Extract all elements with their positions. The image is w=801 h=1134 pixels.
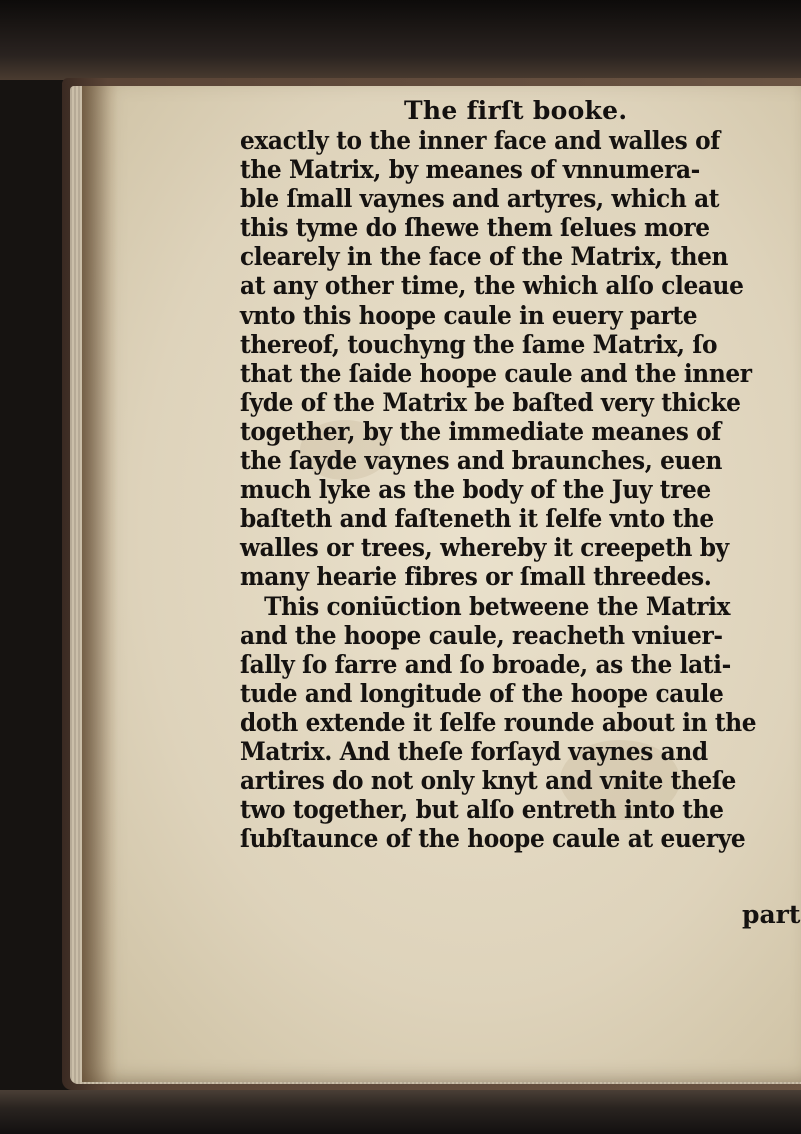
text-line: the ſayde vaynes and braunches, euen — [240, 446, 723, 476]
text-line: Matrix. And theſe forſayd vaynes and — [240, 736, 708, 766]
text-line: at any other time, the which alſo cleaue — [240, 271, 744, 301]
body-text — [240, 126, 800, 853]
text-line: baſteth and faſteneth it ſelfe vnto the — [240, 504, 714, 534]
text-line: ſyde of the Matrix be baſted very thicke — [240, 387, 741, 417]
text-line: clearely in the face of the Matrix, then — [240, 242, 729, 272]
text-line: many hearie fibres or ſmall threedes. — [240, 562, 712, 592]
catchword: part — [742, 900, 801, 929]
text-line: thereof, touchyng the ſame Matrix, ſo — [240, 329, 718, 359]
text-line: this tyme do ſhewe them ſelues more — [240, 213, 710, 243]
dark-background — [0, 0, 801, 80]
text-line: tude and longitude of the hoope caule — [240, 678, 724, 708]
text-line: together, by the immediate meanes of — [240, 416, 721, 446]
running-head: The firſt booke. — [404, 96, 628, 125]
text-line: much lyke as the body of the Juy tree — [240, 475, 711, 505]
text-line: the Matrix, by meanes of vnnumera- — [240, 155, 700, 185]
text-line: walles or trees, whereby it creepeth by — [240, 533, 729, 563]
text-line: artires do not only knyt and vnite theſe — [240, 766, 736, 796]
text-line: exactly to the inner face and walles of — [240, 126, 720, 155]
text-line: ſubſtaunce of the hoope caule at euerye — [240, 824, 746, 854]
text-line: This coniūction betweene the Matrix — [264, 591, 731, 621]
text-line: doth extende it ſelfe rounde about in the — [240, 707, 757, 737]
text-line: ble ſmall vaynes and artyres, which at — [240, 184, 720, 214]
text-line: and the hoope caule, reacheth vniuer- — [240, 620, 723, 650]
text-line: vnto this hoope caule in euery parte — [240, 300, 698, 330]
text-line: that the ſaide hoope caule and the inner — [240, 358, 752, 388]
text-line: ſally ſo farre and ſo broade, as the lati- — [240, 649, 731, 679]
page-gutter-shadow — [82, 86, 118, 1082]
text-line: two together, but alſo entreth into the — [240, 795, 724, 825]
table-surface — [0, 1090, 801, 1134]
